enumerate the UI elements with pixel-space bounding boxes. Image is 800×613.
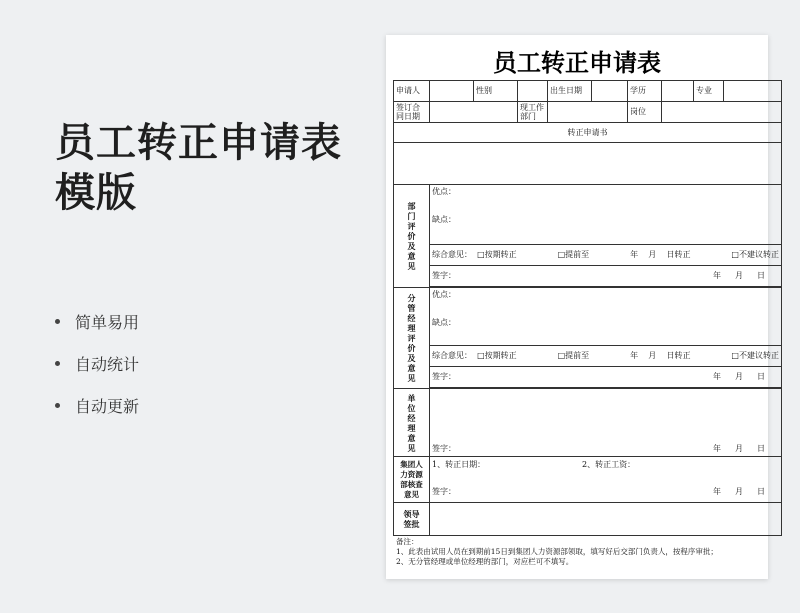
feature-list — [55, 312, 139, 438]
day-confirm-label: 日转正 — [666, 250, 691, 259]
leader-approval-field[interactable] — [430, 503, 782, 536]
bullet-icon — [55, 403, 60, 408]
confirm-date-label: 1、转正日期： — [432, 460, 486, 469]
manager-opinion-row — [394, 346, 782, 367]
application-form-table — [393, 80, 782, 536]
month-label: 月 — [648, 250, 657, 259]
position-field[interactable] — [662, 102, 782, 123]
sign-label: 签字： — [432, 487, 456, 496]
promo-title-line1: 员工转正申请表 — [55, 120, 342, 166]
feature-item — [55, 354, 139, 375]
hr-review-content[interactable] — [430, 457, 782, 503]
year-label: 年 — [713, 487, 721, 496]
manager-opinion — [430, 346, 782, 367]
year-label: 年 — [630, 250, 639, 259]
bullet-icon — [55, 319, 60, 324]
unit-manager-row — [394, 389, 782, 457]
manager-sign[interactable] — [430, 367, 782, 388]
feature-label: 简单易用 — [75, 313, 140, 332]
application-header: 转正申请书 — [394, 123, 782, 143]
notes-line: 1、此表由试用人员在到期前15日到集团人力资源部领取，填写好后交部门负责人，按程序审批； — [396, 547, 718, 556]
early-checkbox[interactable]: □提前至 — [557, 250, 590, 259]
year-label: 年 — [713, 444, 721, 453]
major-label: 专业 — [694, 81, 724, 102]
promo-title — [55, 118, 365, 218]
month-label: 月 — [735, 372, 743, 381]
dept-eval-label: 部门评价及意见 — [394, 185, 430, 288]
personal-info-row — [394, 81, 782, 102]
form-document — [386, 35, 779, 579]
dept-opinion-row — [394, 245, 782, 266]
manager-eval-label: 分管经理评价及意见 — [394, 288, 430, 389]
overall-opinion-label: 综合意见： — [432, 351, 472, 360]
dept-opinion — [430, 245, 782, 266]
applicant-field[interactable] — [430, 81, 474, 102]
day-label: 日 — [757, 444, 765, 453]
position-label: 岗位 — [628, 102, 662, 123]
promo-panel — [55, 118, 365, 218]
bullet-icon — [55, 361, 60, 366]
promo-title-line2: 模版 — [55, 170, 137, 216]
contract-date-field[interactable] — [430, 102, 518, 123]
day-confirm-label: 日转正 — [666, 351, 691, 360]
early-checkbox[interactable]: □提前至 — [557, 351, 590, 360]
overall-opinion-label: 综合意见： — [432, 250, 472, 259]
current-dept-label: 现工作部门 — [518, 102, 548, 123]
confirm-salary-label: 2、转正工资： — [582, 460, 636, 469]
birth-date-field[interactable] — [592, 81, 628, 102]
sign-label: 签字： — [432, 271, 456, 280]
dept-weaknesses-label: 缺点： — [432, 215, 456, 224]
gender-label: 性别 — [474, 81, 518, 102]
sign-label: 签字： — [432, 372, 456, 381]
notes-line: 2、无分管经理或单位经理的部门，对应栏可不填写。 — [396, 557, 574, 566]
manager-strengths-row — [394, 288, 782, 346]
not-recommend-checkbox[interactable]: □不建议转正 — [731, 250, 779, 259]
year-label: 年 — [713, 372, 721, 381]
hr-review-row — [394, 457, 782, 503]
feature-item — [55, 312, 139, 333]
manager-weaknesses-label: 缺点： — [432, 318, 456, 327]
dept-strengths-label: 优点： — [432, 187, 456, 196]
year-label: 年 — [630, 351, 639, 360]
manager-eval-comments[interactable] — [430, 288, 782, 346]
month-label: 月 — [648, 351, 657, 360]
dept-strengths-row — [394, 185, 782, 245]
sign-label: 签字： — [432, 444, 456, 453]
feature-label: 自动更新 — [75, 397, 140, 416]
application-header-row — [394, 123, 782, 143]
unit-manager-sign[interactable] — [430, 389, 782, 457]
education-field[interactable] — [662, 81, 694, 102]
month-label: 月 — [735, 271, 743, 280]
year-label: 年 — [713, 271, 721, 280]
application-text-field[interactable] — [394, 143, 782, 185]
contract-date-label: 签订合同日期 — [394, 102, 430, 123]
dept-sign-row — [394, 266, 782, 287]
hr-review-label: 集团人力资源部核查意见 — [394, 457, 430, 503]
manager-strengths-label: 优点： — [432, 290, 456, 299]
form-notes — [396, 537, 758, 567]
month-label: 月 — [735, 487, 743, 496]
manager-sign-row — [394, 367, 782, 388]
not-recommend-checkbox[interactable]: □不建议转正 — [731, 351, 779, 360]
applicant-label: 申请人 — [394, 81, 430, 102]
feature-item — [55, 396, 139, 417]
application-body-row — [394, 143, 782, 185]
day-label: 日 — [757, 487, 765, 496]
major-field[interactable] — [724, 81, 782, 102]
day-label: 日 — [757, 372, 765, 381]
current-dept-field[interactable] — [548, 102, 628, 123]
form-title: 员工转正申请表 — [493, 48, 661, 77]
dept-sign[interactable] — [430, 266, 782, 287]
dept-eval-comments[interactable] — [430, 185, 782, 245]
leader-approval-row — [394, 503, 782, 536]
unit-manager-label: 单位经理意见 — [394, 389, 430, 457]
contract-info-row — [394, 102, 782, 123]
leader-approval-label: 领导签批 — [394, 503, 430, 536]
gender-field[interactable] — [518, 81, 548, 102]
day-label: 日 — [757, 271, 765, 280]
month-label: 月 — [735, 444, 743, 453]
feature-label: 自动统计 — [75, 355, 140, 374]
on-time-checkbox[interactable]: □按期转正 — [477, 250, 517, 259]
birth-date-label: 出生日期 — [548, 81, 592, 102]
education-label: 学历 — [628, 81, 662, 102]
notes-heading: 备注： — [396, 537, 419, 546]
on-time-checkbox[interactable]: □按期转正 — [477, 351, 517, 360]
